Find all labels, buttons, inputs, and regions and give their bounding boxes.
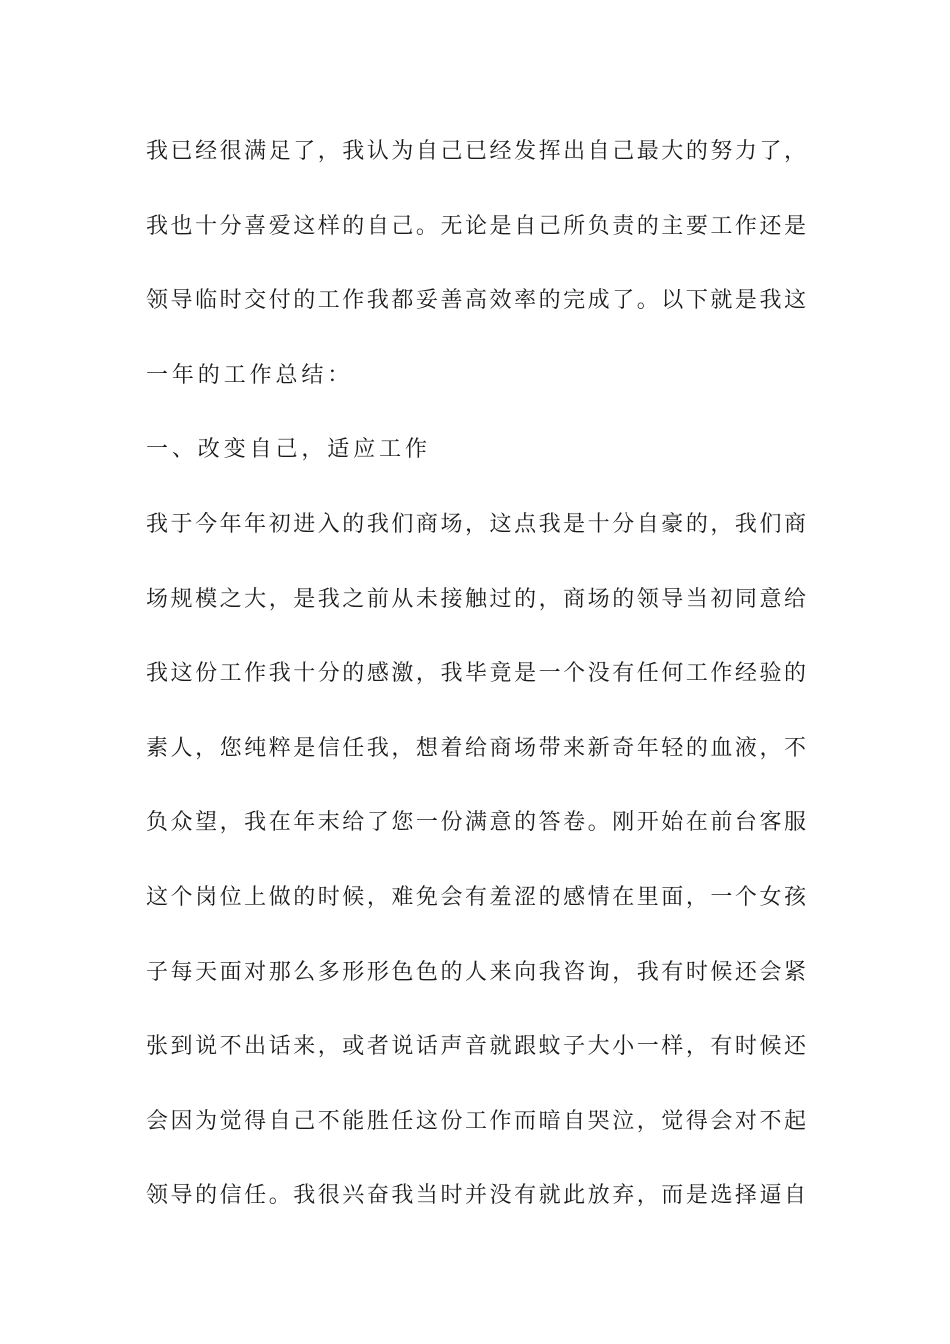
text-line: 我已经很满足了，我认为自己已经发挥出自己最大的努力了， — [146, 139, 806, 164]
document-body — [146, 128, 806, 1247]
text-line: 我这份工作我十分的感激，我毕竟是一个没有任何工作经验的 — [146, 661, 806, 687]
text-line: 素人，您纯粹是信任我，想着给商场带来新奇年轻的血液，不 — [146, 735, 806, 761]
text-line: 负众望，我在年末给了您一份满意的答卷。刚开始在前台客服 — [146, 810, 806, 836]
text-line: 我于今年年初进入的我们商场，这点我是十分自豪的，我们商 — [146, 511, 806, 537]
text-line: 场规模之大，是我之前从未接触过的，商场的领导当初同意给 — [146, 586, 806, 612]
text-line: 张到说不出话来，或者说话声音就跟蚊子大小一样，有时候还 — [146, 1034, 806, 1060]
text-line: 这个岗位上做的时候，难免会有羞涩的感情在里面，一个女孩 — [146, 884, 806, 910]
text-line: 领导的信任。我很兴奋我当时并没有就此放弃，而是选择逼自 — [146, 1183, 806, 1209]
text-line: 子每天面对那么多形形色色的人来向我咨询，我有时候还会紧 — [146, 959, 806, 985]
text-line: 领导临时交付的工作我都妥善高效率的完成了。以下就是我这 — [146, 288, 806, 314]
section-heading: 一、改变自己，适应工作 — [146, 437, 431, 463]
text-line: 我也十分喜爱这样的自己。无论是自己所负责的主要工作还是 — [146, 213, 806, 239]
text-line: 会因为觉得自己不能胜任这份工作而暗自哭泣，觉得会对不起 — [146, 1108, 806, 1134]
text-line: 一年的工作总结： — [146, 362, 354, 388]
